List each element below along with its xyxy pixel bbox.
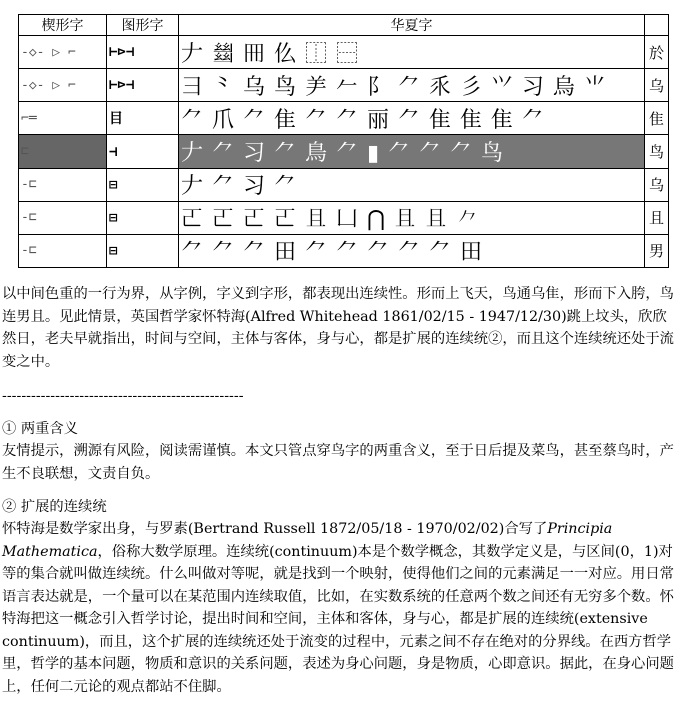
- modern-char-cell: 男: [645, 234, 669, 267]
- modern-char-cell: 隹: [645, 102, 669, 135]
- modern-char-cell: 鸟: [645, 135, 669, 168]
- table-row: [19, 234, 669, 267]
- table-header-row: [19, 15, 669, 36]
- modern-char-cell: 乌: [645, 168, 669, 201]
- footnote-2-text-b: ，俗称大数学原理。连续统(continuum)本是个数学概念，其数学定义是，与区间(0，1)对等的集合就叫做连续统。什么叫做对等呢，就是找到一个映射，使得他们之间的元素满足一一对应。用日常语言表达就是，一个量可以在某范围内连续取值，比如，在实数系统的任意两个数之间还有无穷多个数。怀特海把这一概念引入哲学讨论，提出时间和空间，主体和客体，身与心，都是扩展的连续统(extensive continuum)，而且，这个扩展的连续统还处于流变的过程中，元素之间不存在绝对的分界线。在西方哲学里，哲学的基本问题，物质和意识的关系问题，表述为身心问题，身是物质，心即意识。据此，在身心问题上，任何二元论的观点都站不住脚。: [2, 543, 674, 695]
- intro-paragraph: 以中间色重的一行为界，从字例，字义到字形，都表现出连续性。形而上飞天，鸟通乌隹，形而下入胯，鸟连男且。见此情景，英国哲学家怀特海(Alfred Whitehead 1861/02/15 - 1947/12/30)跳上坟头，欣欣然日，老夫早就指出，时间与空间，主体与客体，身与心，都是扩展的连续统②，而且这个连续统还处于流变之中。: [2, 286, 674, 370]
- pictograph-cell: 目: [107, 102, 179, 135]
- footnote-2-paragraph: [2, 518, 678, 698]
- cuneiform-cell: ⌐═: [19, 102, 107, 135]
- huaxia-glyphs-cell: 𠂇 ⺈ 习 ⺈ 鳥 ⺈ ▮ ⺈ ⺈ ⺈ 鸟: [179, 135, 645, 168]
- modern-char-cell: 且: [645, 201, 669, 234]
- cuneiform-cell: ⊏: [19, 135, 107, 168]
- table-row: [19, 168, 669, 201]
- huaxia-glyphs-cell: 𠂇 𢇍 𠕁 仫 ⿰ ⿱: [179, 36, 645, 69]
- huaxia-glyphs-cell: 彐 ⺀ 乌 鸟 ⺶ 𠂉 ⻖ ⺈ 乑 彡 ⺍ 习 烏 ⺌: [179, 69, 645, 102]
- header-huaxia: 华夏字: [179, 15, 645, 36]
- footnote-1-heading: ① 两重含义: [2, 421, 79, 437]
- huaxia-glyphs-cell: ⺈ 爪 ⺈ 隹 ⺈ ⺈ 丽 ⺈ 隹 隹 隹 ⺈: [179, 102, 645, 135]
- pictograph-cell: ⊟: [107, 234, 179, 267]
- modern-char-cell: 乌: [645, 69, 669, 102]
- huaxia-glyphs-cell: 𠂇 ⺈ 习 ⺈: [179, 168, 645, 201]
- header-cuneiform: 楔形字: [19, 15, 107, 36]
- footnote-2-heading: ② 扩展的连续统: [2, 499, 107, 515]
- cuneiform-cell: -◇- ▷ ⌐: [19, 36, 107, 69]
- pictograph-cell: ⊢⊳⊣: [107, 69, 179, 102]
- huaxia-glyphs-cell: ⺈ ⺈ ⺈ 田 ⺈ ⺈ ⺈ ⺈ ⺈ 田: [179, 234, 645, 267]
- table-row-highlighted: [19, 135, 669, 168]
- table-row: [19, 201, 669, 234]
- cuneiform-cell: -⊏: [19, 201, 107, 234]
- pictograph-cell: ⊟: [107, 201, 179, 234]
- cuneiform-cell: -⊏: [19, 168, 107, 201]
- header-modern: [645, 15, 669, 36]
- cuneiform-cell: -◇- ▷ ⌐: [19, 69, 107, 102]
- divider-line: --------------------------------------------------: [2, 388, 244, 404]
- table-row: [19, 36, 669, 69]
- huaxia-glyphs-cell: 𠀀 𠀀 𠀀 𠀀 且 ⼐ ⋂ 且 且 ⺈: [179, 201, 645, 234]
- footnote-2-text-a: 怀特海是数学家出身，与罗素(Bertrand Russell 1872/05/18 - 1970/02/02)合写了: [2, 521, 548, 537]
- pictograph-cell: ⊢⊳⊣: [107, 36, 179, 69]
- pictograph-cell: ⊟: [107, 168, 179, 201]
- header-pictograph: 图形字: [107, 15, 179, 36]
- modern-char-cell: 於: [645, 36, 669, 69]
- pictograph-cell: ⊣: [107, 135, 179, 168]
- book-title: Principia Mathematica: [2, 521, 613, 560]
- table-row: [19, 102, 669, 135]
- cuneiform-cell: -⊏: [19, 234, 107, 267]
- table-row: [19, 69, 669, 102]
- footnote-1-paragraph: 友情提示，溯源有风险，阅读需谨慎。本文只管点穿鸟字的两重含义，至于日后提及菜鸟，甚至蔡鸟时，产生不良联想，文责自负。: [2, 443, 674, 482]
- script-evolution-table: [18, 14, 669, 268]
